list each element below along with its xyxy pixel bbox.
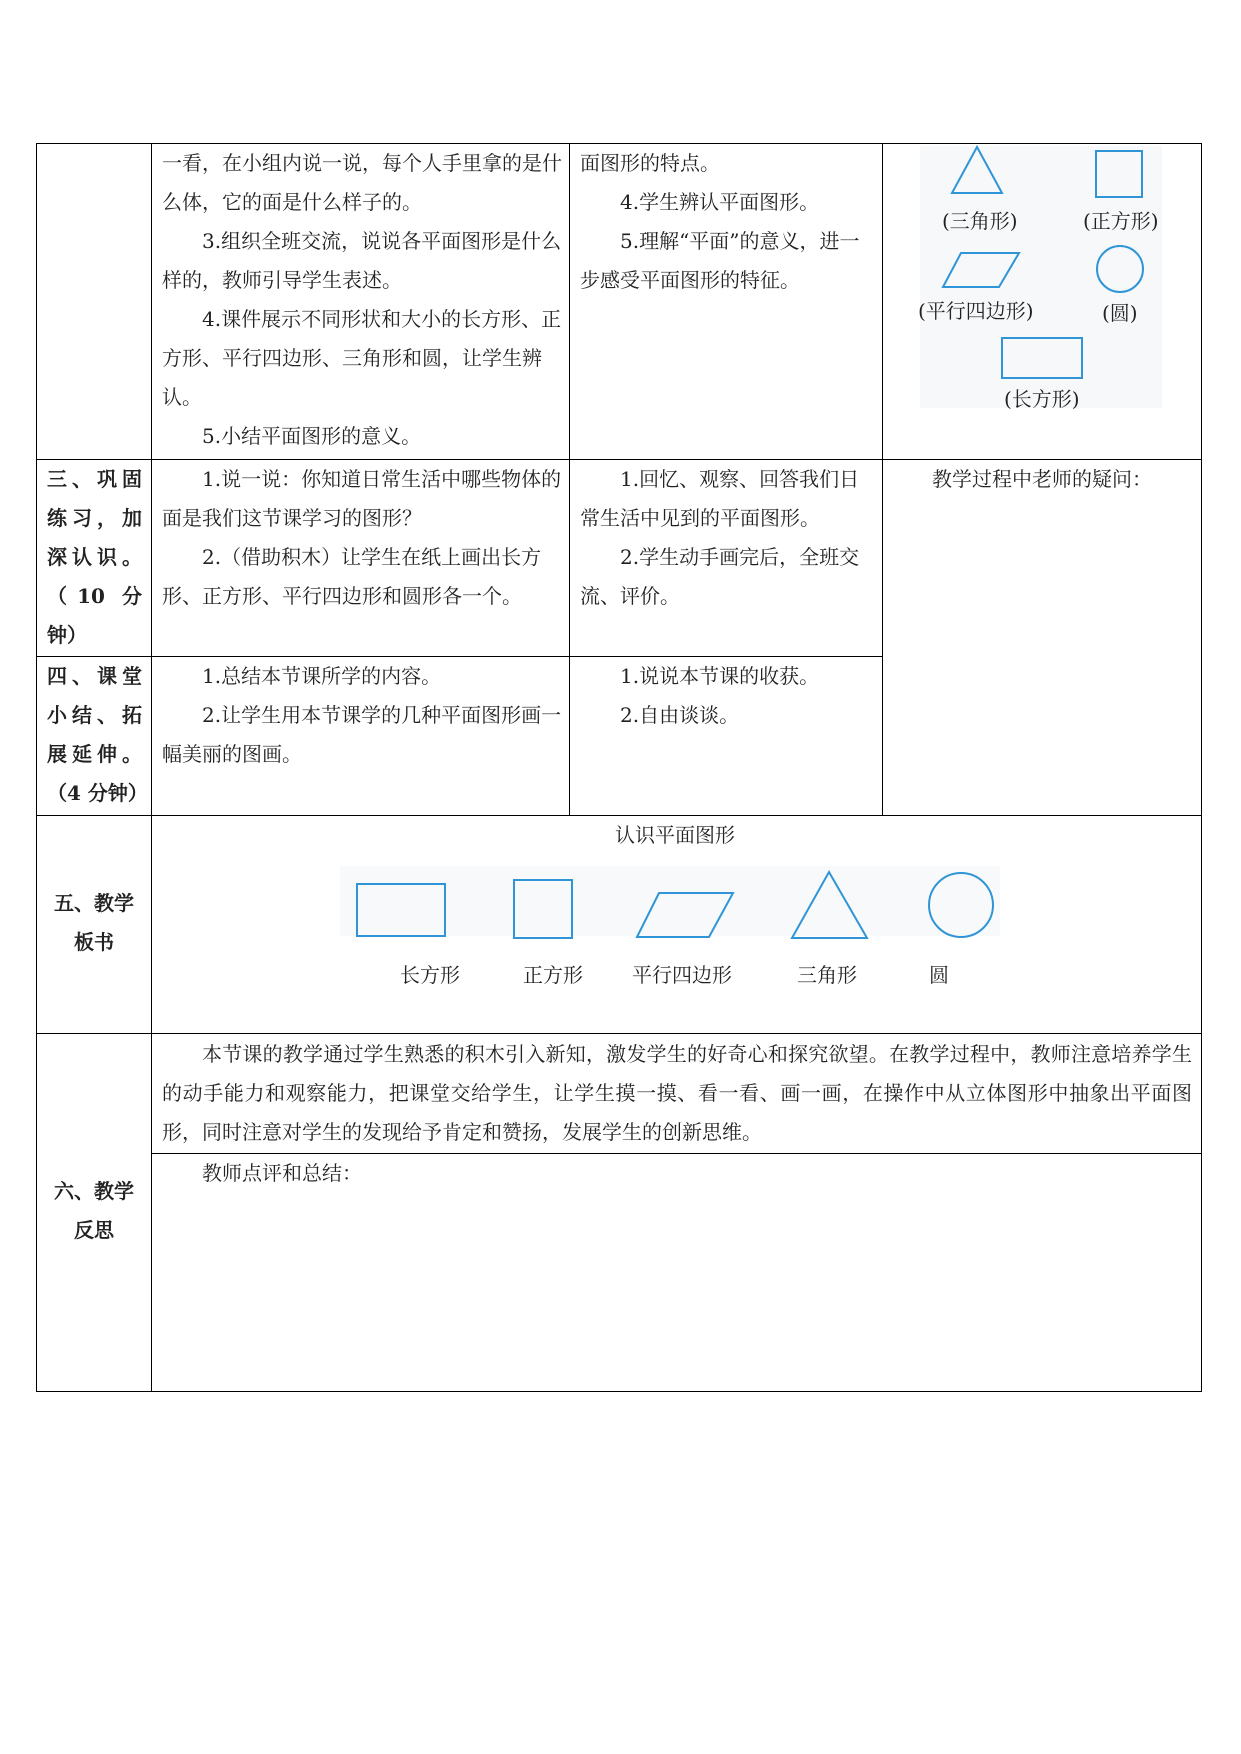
stage-line: 六、教学 <box>54 1179 134 1203</box>
student-activity-line: 2.学生动手画完后，全班交流、评价。 <box>580 545 860 608</box>
circle-label: (圆) <box>1102 301 1138 325</box>
student-activity-cell <box>580 144 874 300</box>
board-title: 认识平面图形 <box>615 823 735 847</box>
board-rectangle-label: 长方形 <box>400 963 460 987</box>
parallelogram-shape <box>941 251 1021 291</box>
stage-line: 展延伸。 <box>47 742 142 766</box>
teacher-activity-line: 一看，在小组内说一说，每个人手里拿的是什么体，它的面是什么样子的。 <box>162 151 562 214</box>
teacher-activity-line: 1.说一说：你知道日常生活中哪些物体的面是我们这节课学习的图形？ <box>162 467 562 530</box>
student-activity-line: 2.自由谈谈。 <box>620 703 740 727</box>
triangle-label: (三角形) <box>942 209 1018 233</box>
stage-line: 反思 <box>74 1218 114 1242</box>
table-border-left <box>36 143 37 1392</box>
table-border-bottom <box>36 1391 1201 1392</box>
teacher-activity-line: 1.总结本节课所学的内容。 <box>202 664 442 688</box>
board-rectangle-shape <box>356 883 448 939</box>
student-activity-line: 1.回忆、观察、回答我们日常生活中见到的平面图形。 <box>580 467 860 530</box>
student-activity-cell <box>580 657 874 735</box>
board-square-label: 正方形 <box>523 963 583 987</box>
teacher-comment-cell <box>162 1154 1192 1193</box>
table-border-right <box>1201 143 1202 1392</box>
stage-line: 四、课堂 <box>47 664 142 688</box>
stage-line: 五、教学 <box>54 891 134 915</box>
board-circle-label: 圆 <box>929 963 949 987</box>
board-square-shape <box>513 879 575 941</box>
board-parallelogram-label: 平行四边形 <box>632 963 732 987</box>
teacher-activity-line: 4.课件展示不同形状和大小的长方形、正方形、平行四边形、三角形和圆，让学生辨认。 <box>162 307 562 409</box>
teacher-question-note: 教学过程中老师的疑问： <box>932 467 1152 491</box>
square-label: (正方形) <box>1083 209 1159 233</box>
board-parallelogram-shape <box>635 891 735 941</box>
stage-line: （4 分钟） <box>47 781 148 805</box>
stage-line: 练习，加 <box>47 506 142 530</box>
board-triangle-label: 三角形 <box>797 963 857 987</box>
rectangle-label: (长方形) <box>1004 387 1080 411</box>
rectangle-shape <box>1001 337 1085 381</box>
teacher-activity-line: 2.让学生用本节课学的几种平面图形画一幅美丽的图画。 <box>162 703 562 766</box>
teacher-activity-line: 5.小结平面图形的意义。 <box>202 424 422 448</box>
teacher-comment-label: 教师点评和总结： <box>202 1161 362 1185</box>
triangle-shape <box>950 145 1004 195</box>
teacher-activity-cell <box>162 657 562 774</box>
square-shape <box>1095 150 1145 200</box>
stage-board <box>40 884 148 962</box>
stage-line: 钟） <box>47 623 87 647</box>
stage-summary <box>47 657 148 813</box>
stage-line: （10 分 <box>47 584 142 608</box>
row-divider <box>36 1033 1201 1034</box>
reflection-text: 本节课的教学通过学生熟悉的积木引入新知，激发学生的好奇心和探究欲望。在教学过程中，教师注意培养学生的动手能力和观察能力，把课堂交给学生，让学生摸一摸、看一看、画一画，在操作中从立体图形中抽象出平面图形，同时注意对学生的发现给予肯定和赞扬，发展学生的创新思维。 <box>162 1042 1192 1144</box>
student-activity-cell <box>580 460 874 616</box>
column-divider <box>569 143 570 816</box>
column-divider <box>151 143 152 1392</box>
student-activity-line: 4.学生辨认平面图形。 <box>620 190 820 214</box>
stage-line: 小结、拓 <box>47 703 142 727</box>
student-activity-line: 面图形的特点。 <box>580 151 720 175</box>
stage-consolidate <box>47 460 142 655</box>
teacher-activity-line: 2.（借助积木）让学生在纸上画出长方形、正方形、平行四边形和圆形各一个。 <box>162 545 542 608</box>
teacher-activity-line: 3.组织全班交流，说说各平面图形是什么样的，教师引导学生表述。 <box>162 229 562 292</box>
parallelogram-label: (平行四边形) <box>918 299 1034 323</box>
teacher-activity-cell <box>162 460 562 616</box>
circle-shape <box>1094 243 1146 295</box>
student-activity-line: 5.理解“平面”的意义，进一步感受平面图形的特征。 <box>580 229 860 292</box>
reflection-text-cell <box>162 1035 1192 1152</box>
stage-line: 三、巩固 <box>47 467 142 491</box>
student-activity-line: 1.说说本节课的收获。 <box>620 664 820 688</box>
board-triangle-shape <box>790 870 870 942</box>
stage-line: 深认识。 <box>47 545 142 569</box>
stage-reflection <box>40 1172 148 1250</box>
teacher-activity-cell <box>162 144 562 456</box>
stage-line: 板书 <box>74 930 114 954</box>
board-circle-shape <box>927 871 997 941</box>
